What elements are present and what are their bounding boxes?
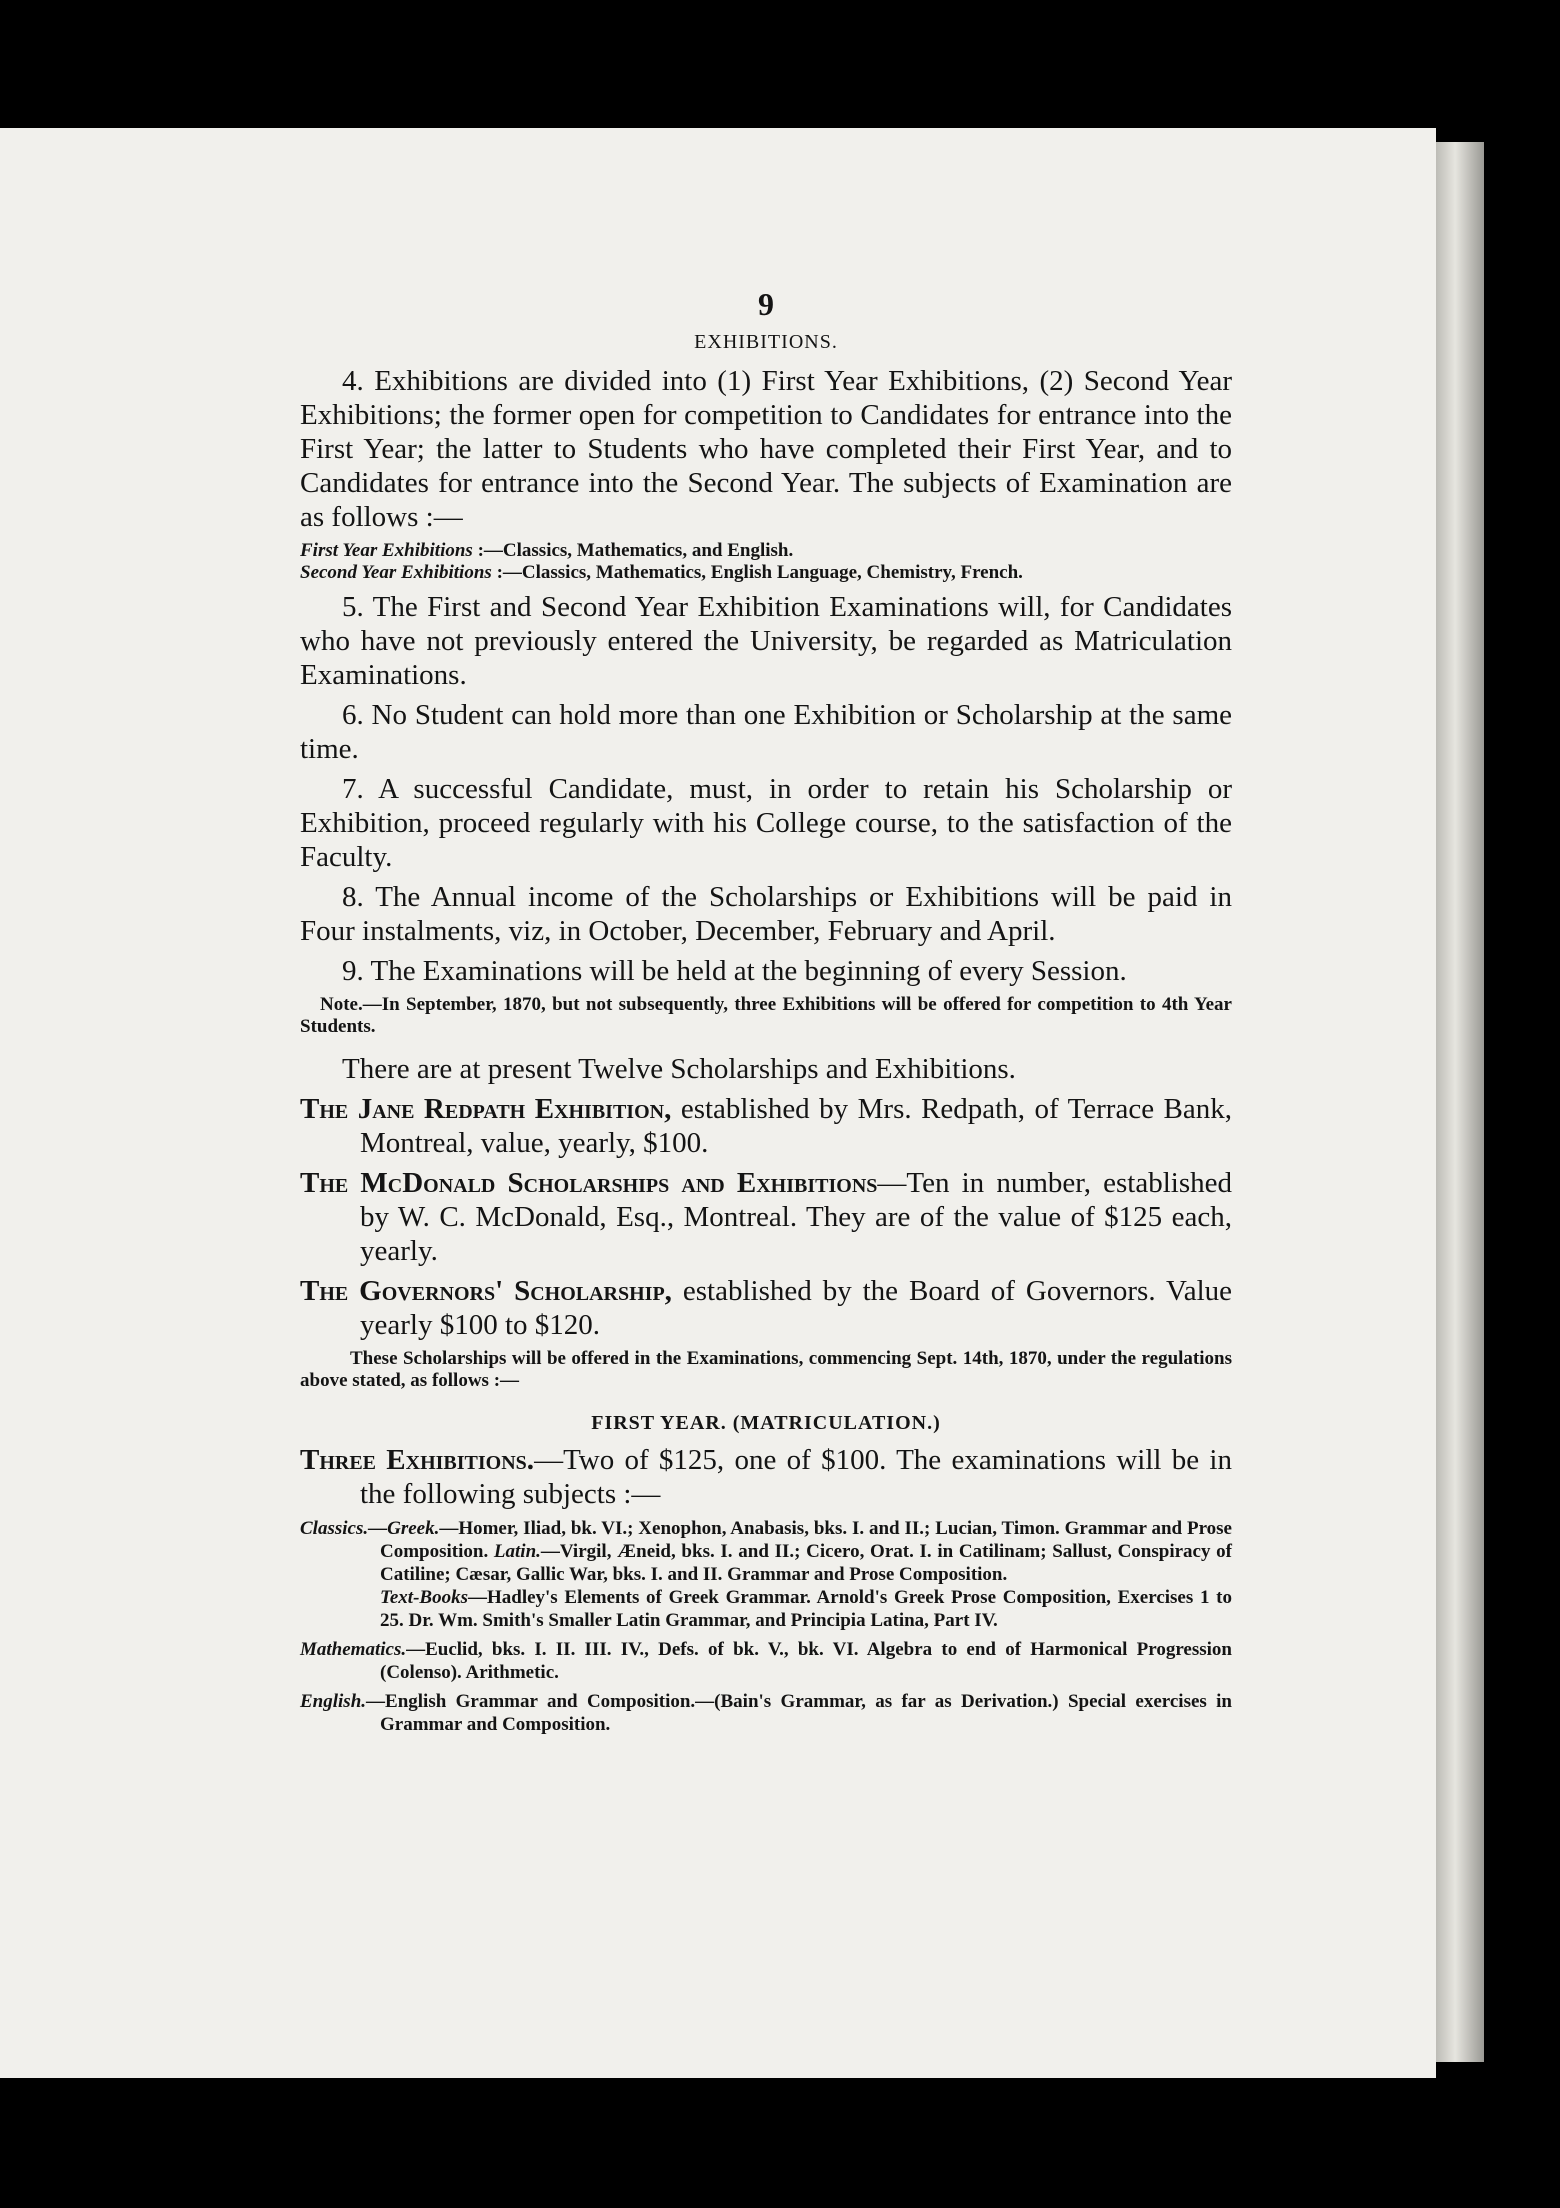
english-label: English. [300, 1691, 367, 1712]
mcdonald-text: —Ten in number, established by W. C. McDonald, Esq., Montreal. They are of the value of $125 each, yearly. [360, 1167, 1233, 1267]
paragraph-8: 8. The Annual income of the Scholarships or Exhibitions will be paid in Four instalments, viz, in October, December, February and April. [300, 881, 1232, 947]
paragraph-9: 9. The Examinations will be held at the beginning of every Session. [342, 955, 1127, 987]
present-scholarships: There are at present Twelve Scholarships and Exhibitions. [342, 1053, 1016, 1085]
classics-text: —Homer, Iliad, bk. VI.; Xenophon, Anabasis, bks. I. and II.; Lucian, Timon. Grammar and Prose Composition. [380, 1518, 1232, 1562]
first-year-text: :—Classics, Mathematics, and English. [477, 540, 794, 561]
governors-scholarship [300, 1274, 1232, 1342]
text-books [300, 1586, 1232, 1632]
textbooks-text: —Hadley's Elements of Greek Grammar. Arnold's Greek Prose Composition, Exercises 1 to 25. Dr. Wm. Smith's Smaller Latin Grammar, and Principia Latina, Part IV. [380, 1587, 1232, 1631]
mcdonald-scholarships [300, 1166, 1232, 1268]
page-content [300, 270, 1232, 1736]
classics-label: Classics.—Greek. [300, 1518, 440, 1539]
english-text: —English Grammar and Composition.—(Bain's Grammar, as far as Derivation.) Special exercises in Grammar and Composition. [366, 1691, 1232, 1735]
note-1870: Note.—In September, 1870, but not subsequently, three Exhibitions will be offered for competition to 4th Year Students. [300, 994, 1232, 1037]
second-year-label: Second Year Exhibitions [300, 562, 492, 583]
section-heading: EXHIBITIONS. [694, 331, 838, 353]
three-text: —Two of $125, one of $100. The examinations will be in the following subjects :— [360, 1444, 1232, 1510]
offered-note: These Scholarships will be offered in the Examinations, commencing Sept. 14th, 1870, under the regulations above stated, as follows :— [300, 1348, 1232, 1391]
three-exhibitions [300, 1443, 1232, 1511]
latin-text: —Virgil, Æneid, bks. I. and II.; Cicero, Orat. I. in Catilinam; Sallust, Conspiracy of Catiline; Cæsar, Gallic War, bks. I. and II. Grammar and Prose Composition. [380, 1541, 1233, 1585]
paragraph-4: 4. Exhibitions are divided into (1) First Year Exhibitions, (2) Second Year Exhibitions; the former open for competition to Candidates for entrance into the First Year; the latter to Students who have completed their First Year, and to Candidates for entrance into the Second Year. The subjects of Examination are as follows :— [300, 365, 1232, 533]
second-year-text: :—Classics, Mathematics, English Language, Chemistry, French. [496, 562, 1023, 583]
first-year-subjects [300, 540, 1232, 562]
latin-label: Latin. [493, 1541, 541, 1562]
first-year-heading: FIRST YEAR. (MATRICULATION.) [591, 1412, 941, 1434]
math-label: Mathematics. [300, 1639, 407, 1660]
mcdonald-name: The McDonald Scholarships and Exhibitions [300, 1167, 878, 1199]
classics-subjects [300, 1517, 1232, 1586]
governors-text: established by the Board of Governors. Value yearly $100 to $120. [360, 1275, 1233, 1341]
math-text: —Euclid, bks. I. II. III. IV., Defs. of bk. V., bk. VI. Algebra to end of Harmonical Progression (Colenso). Arithmetic. [380, 1639, 1232, 1683]
redpath-exhibition [300, 1092, 1232, 1160]
paragraph-6: 6. No Student can hold more than one Exhibition or Scholarship at the same time. [300, 699, 1232, 765]
first-year-label: First Year Exhibitions [300, 540, 473, 561]
redpath-name: The Jane Redpath Exhibition, [300, 1093, 672, 1125]
governors-name: The Governors' Scholarship, [300, 1275, 672, 1307]
english-subjects [300, 1690, 1232, 1736]
page-edge [1436, 142, 1484, 2062]
paragraph-7: 7. A successful Candidate, must, in order to retain his Scholarship or Exhibition, proceed regularly with his College course, to the satisfaction of the Faculty. [300, 773, 1232, 873]
textbooks-label: Text-Books [380, 1587, 468, 1608]
page-number: 9 [758, 286, 774, 322]
mathematics-subjects [300, 1638, 1232, 1684]
three-name: Three Exhibitions. [300, 1444, 535, 1476]
redpath-text: established by Mrs. Redpath, of Terrace Bank, Montreal, value, yearly, $100. [360, 1093, 1233, 1159]
paragraph-5: 5. The First and Second Year Exhibition Examinations will, for Candidates who have not previously entered the University, be regarded as Matriculation Examinations. [300, 591, 1232, 691]
second-year-subjects [300, 562, 1232, 584]
